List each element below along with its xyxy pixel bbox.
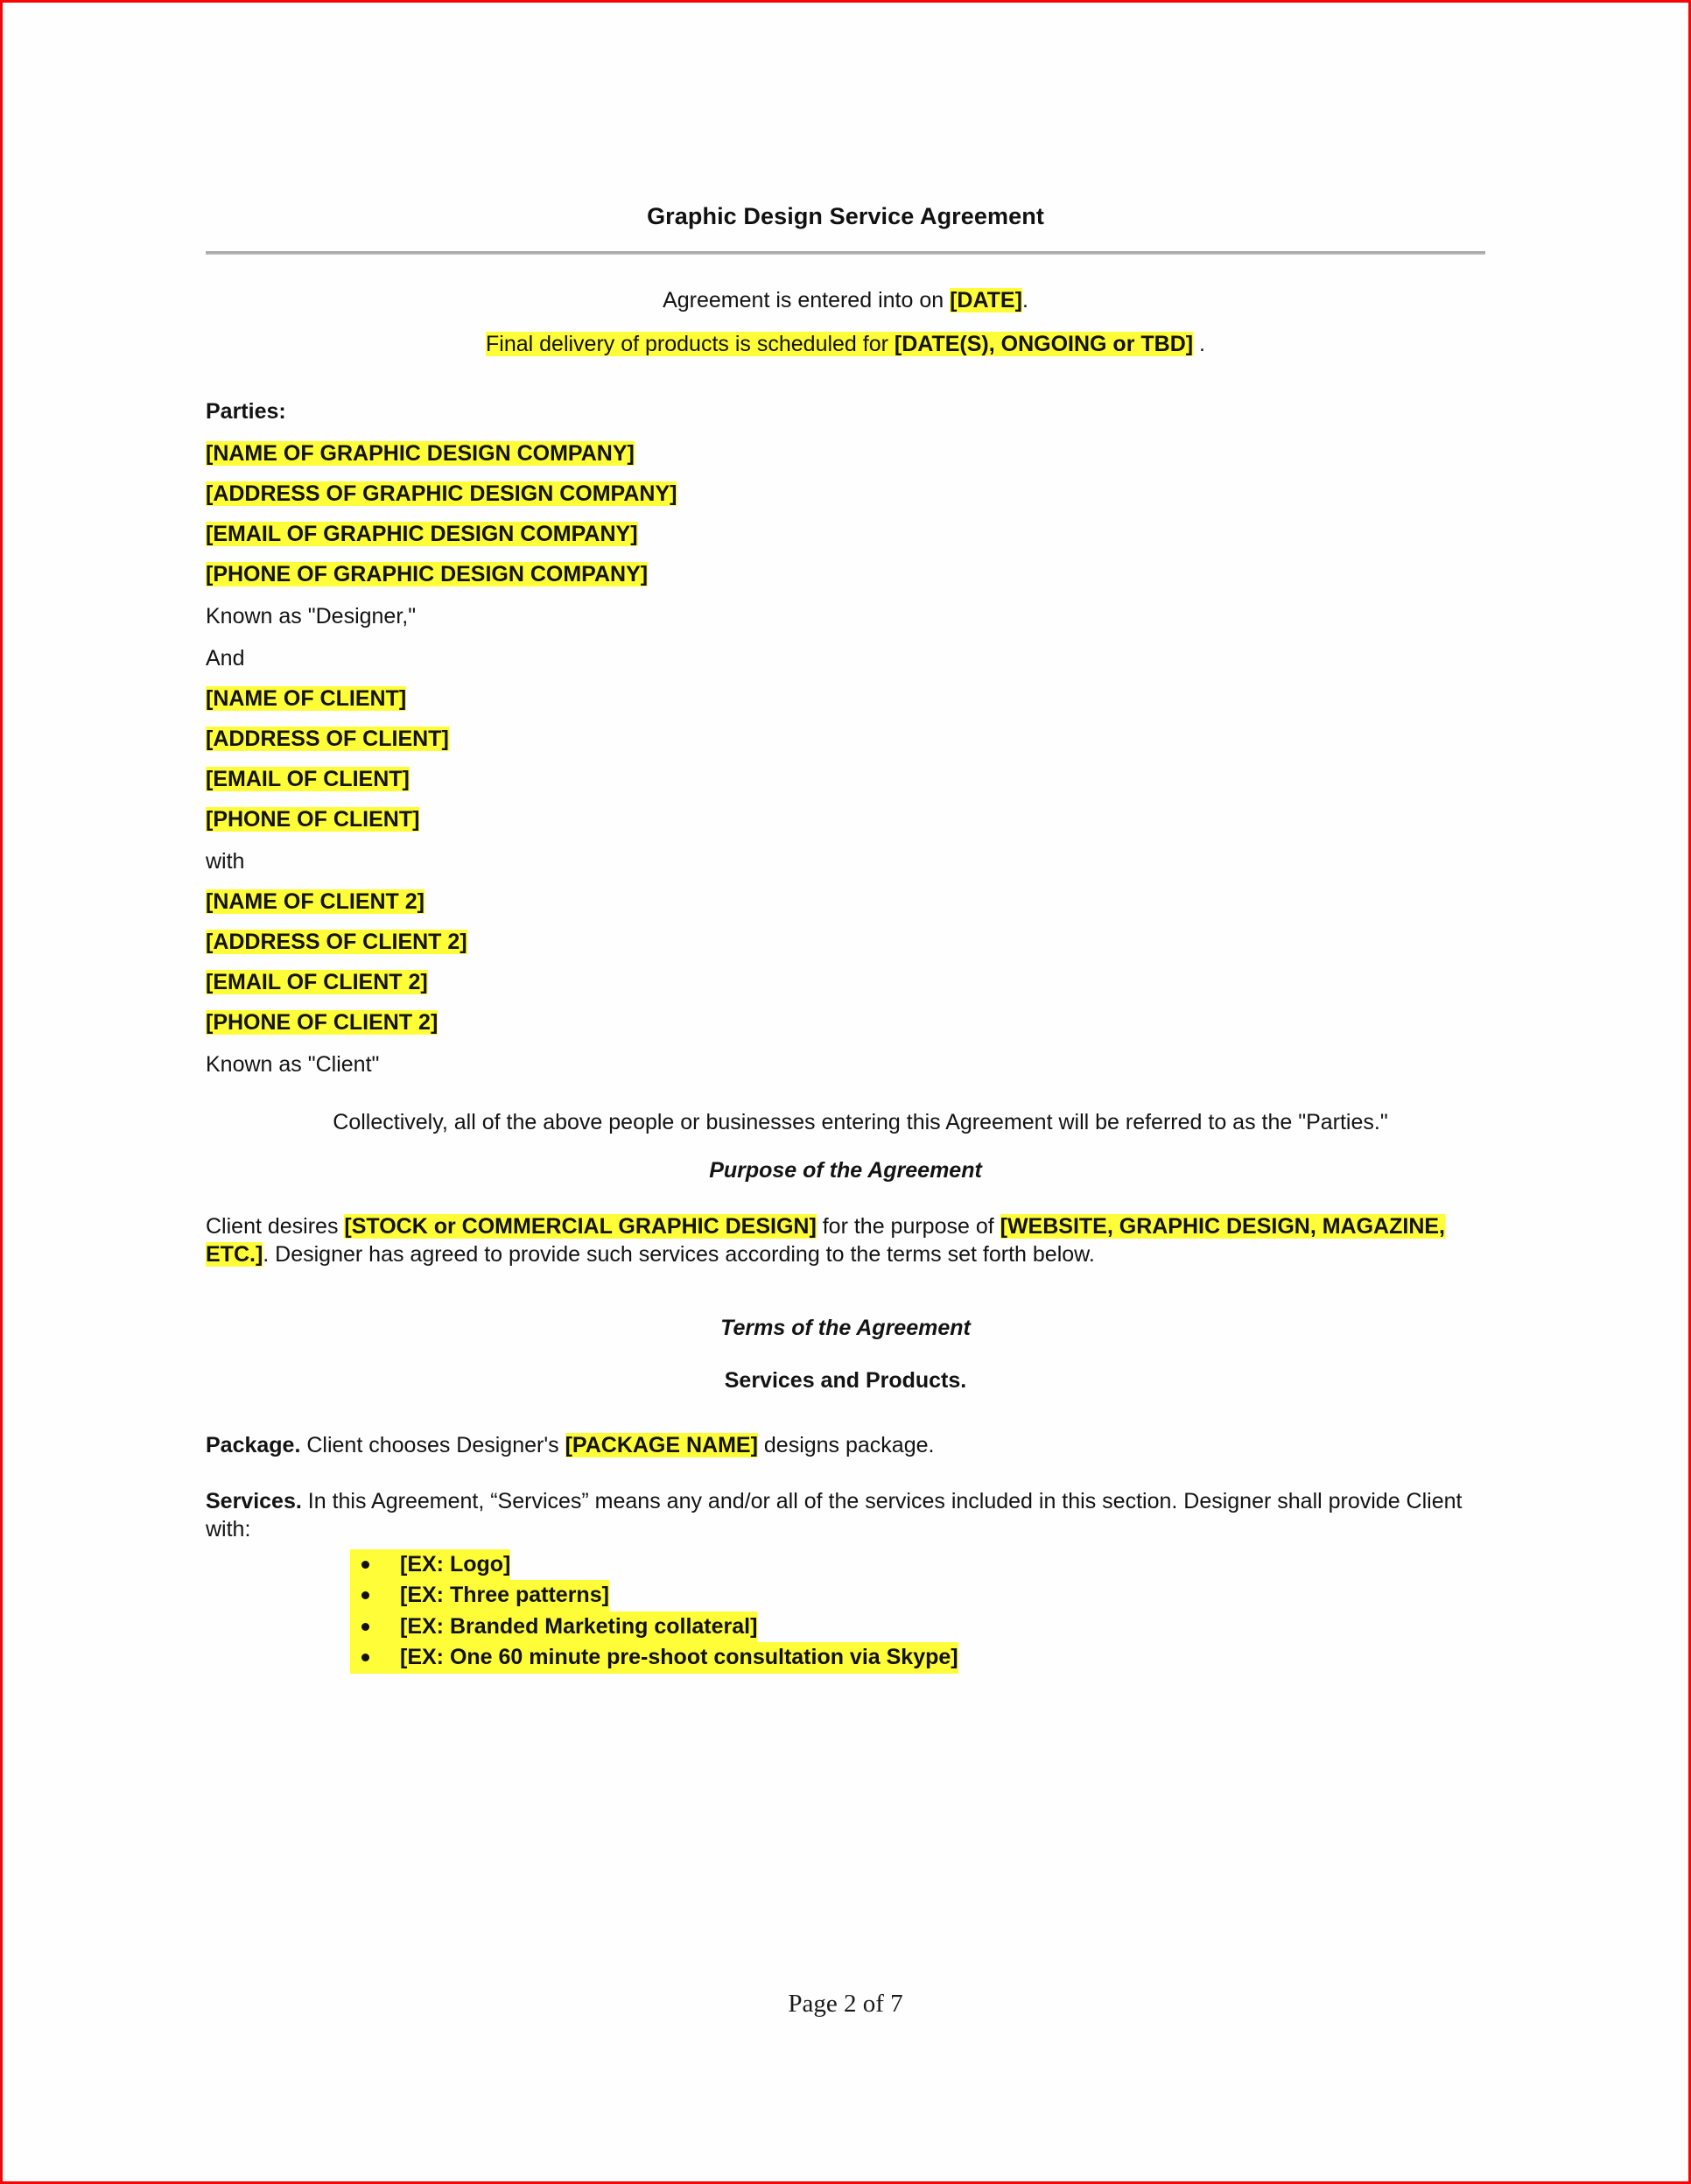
designer-phone-field (206, 560, 1485, 588)
terms-heading: Terms of the Agreement (720, 1315, 971, 1340)
agreement-date-line (206, 286, 1485, 314)
designer-known-as: Known as "Designer," (206, 604, 417, 629)
list-item (350, 1642, 958, 1674)
parties-conjunction: And (206, 646, 245, 671)
final-delivery-suffix: . (1193, 332, 1205, 357)
page-footer: Page 2 of 7 (788, 1990, 903, 2018)
client-phone-value: [PHONE OF CLIENT] (206, 807, 420, 832)
client2-address-value: [ADDRESS OF CLIENT 2] (206, 930, 467, 955)
list-item (350, 1549, 510, 1581)
client-address-field (206, 725, 1485, 753)
package-name-placeholder: [PACKAGE NAME] (565, 1432, 758, 1457)
purpose-heading: Purpose of the Agreement (709, 1157, 982, 1183)
client2-address-field (206, 928, 1485, 956)
parties-heading: Parties: (206, 399, 286, 425)
purpose-placeholder-use: [WEBSITE, GRAPHIC DESIGN, MAGAZINE, ETC.] (206, 1213, 1445, 1267)
service-item-label: [EX: Branded Marketing collateral] (400, 1613, 758, 1639)
purpose-prefix: Client desires (206, 1213, 345, 1239)
designer-address-value: [ADDRESS OF GRAPHIC DESIGN COMPANY] (206, 481, 677, 507)
list-item (350, 1580, 609, 1612)
designer-address-field (206, 480, 1485, 508)
bullet-icon (361, 1561, 369, 1569)
purpose-paragraph (206, 1212, 1485, 1268)
parties-with: with (206, 849, 245, 874)
client-phone-field (206, 805, 1485, 833)
page-title: Graphic Design Service Agreement (647, 203, 1044, 229)
document-body (206, 3, 1485, 1674)
client-address-value: [ADDRESS OF CLIENT] (206, 727, 449, 752)
title-divider (206, 251, 1485, 255)
package-paragraph (206, 1431, 1485, 1459)
purpose-suffix: . Designer has agreed to provide such services according to the terms set forth below. (263, 1241, 1095, 1267)
agreement-date-suffix: . (1021, 288, 1028, 313)
services-text: In this Agreement, “Services” means any and/or all of the services included in this section. Designer shall provide Client with: (206, 1488, 1463, 1542)
package-text-suffix: designs package. (757, 1432, 935, 1457)
designer-phone-value: [PHONE OF GRAPHIC DESIGN COMPANY] (206, 562, 649, 587)
client2-email-field (206, 968, 1485, 996)
page-sheet (3, 3, 1688, 2181)
client2-phone-value: [PHONE OF CLIENT 2] (206, 1010, 439, 1036)
agreement-date-prefix: Agreement is entered into on (663, 288, 951, 313)
client2-name-field (206, 888, 1485, 916)
client2-email-value: [EMAIL OF CLIENT 2] (206, 970, 428, 995)
service-item-label: [EX: Logo] (400, 1551, 511, 1577)
bullet-icon (361, 1623, 369, 1631)
client-known-as: Known as "Client" (206, 1052, 380, 1078)
designer-email-value: [EMAIL OF GRAPHIC DESIGN COMPANY] (206, 522, 638, 547)
collectively-paragraph: Collectively, all of the above people or businesses entering this Agreement will be referred to as the "Parties." (333, 1110, 1388, 1135)
client2-phone-field (206, 1008, 1485, 1036)
services-paragraph (206, 1487, 1485, 1544)
service-item-label: [EX: One 60 minute pre-shoot consultation via Skype] (400, 1645, 958, 1670)
agreement-date-placeholder: [DATE] (950, 288, 1022, 313)
package-text-prefix: Client chooses Designer's (300, 1432, 565, 1457)
final-delivery-placeholder: [DATE(S), ONGOING or TBD] (894, 332, 1194, 357)
designer-email-field (206, 520, 1485, 548)
client-email-field (206, 765, 1485, 793)
services-products-heading: Services and Products. (724, 1367, 967, 1393)
client2-name-value: [NAME OF CLIENT 2] (206, 889, 425, 915)
client-name-value: [NAME OF CLIENT] (206, 686, 407, 712)
final-delivery-prefix: Final delivery of products is scheduled for (486, 332, 895, 357)
purpose-middle: for the purpose of (816, 1213, 1000, 1239)
package-label: Package. (206, 1432, 301, 1457)
service-item-label: [EX: Three patterns] (400, 1583, 609, 1608)
bullet-icon (361, 1591, 369, 1599)
designer-name-field (206, 439, 1485, 467)
designer-name-value: [NAME OF GRAPHIC DESIGN COMPANY] (206, 441, 635, 467)
list-item (350, 1612, 757, 1643)
client-name-field (206, 685, 1485, 713)
services-list (206, 1549, 1485, 1674)
bullet-icon (361, 1654, 369, 1661)
purpose-placeholder-design-type: [STOCK or COMMERCIAL GRAPHIC DESIGN] (344, 1213, 817, 1239)
client-email-value: [EMAIL OF CLIENT] (206, 767, 410, 792)
services-label: Services. (206, 1488, 302, 1513)
final-delivery-line (206, 330, 1485, 358)
